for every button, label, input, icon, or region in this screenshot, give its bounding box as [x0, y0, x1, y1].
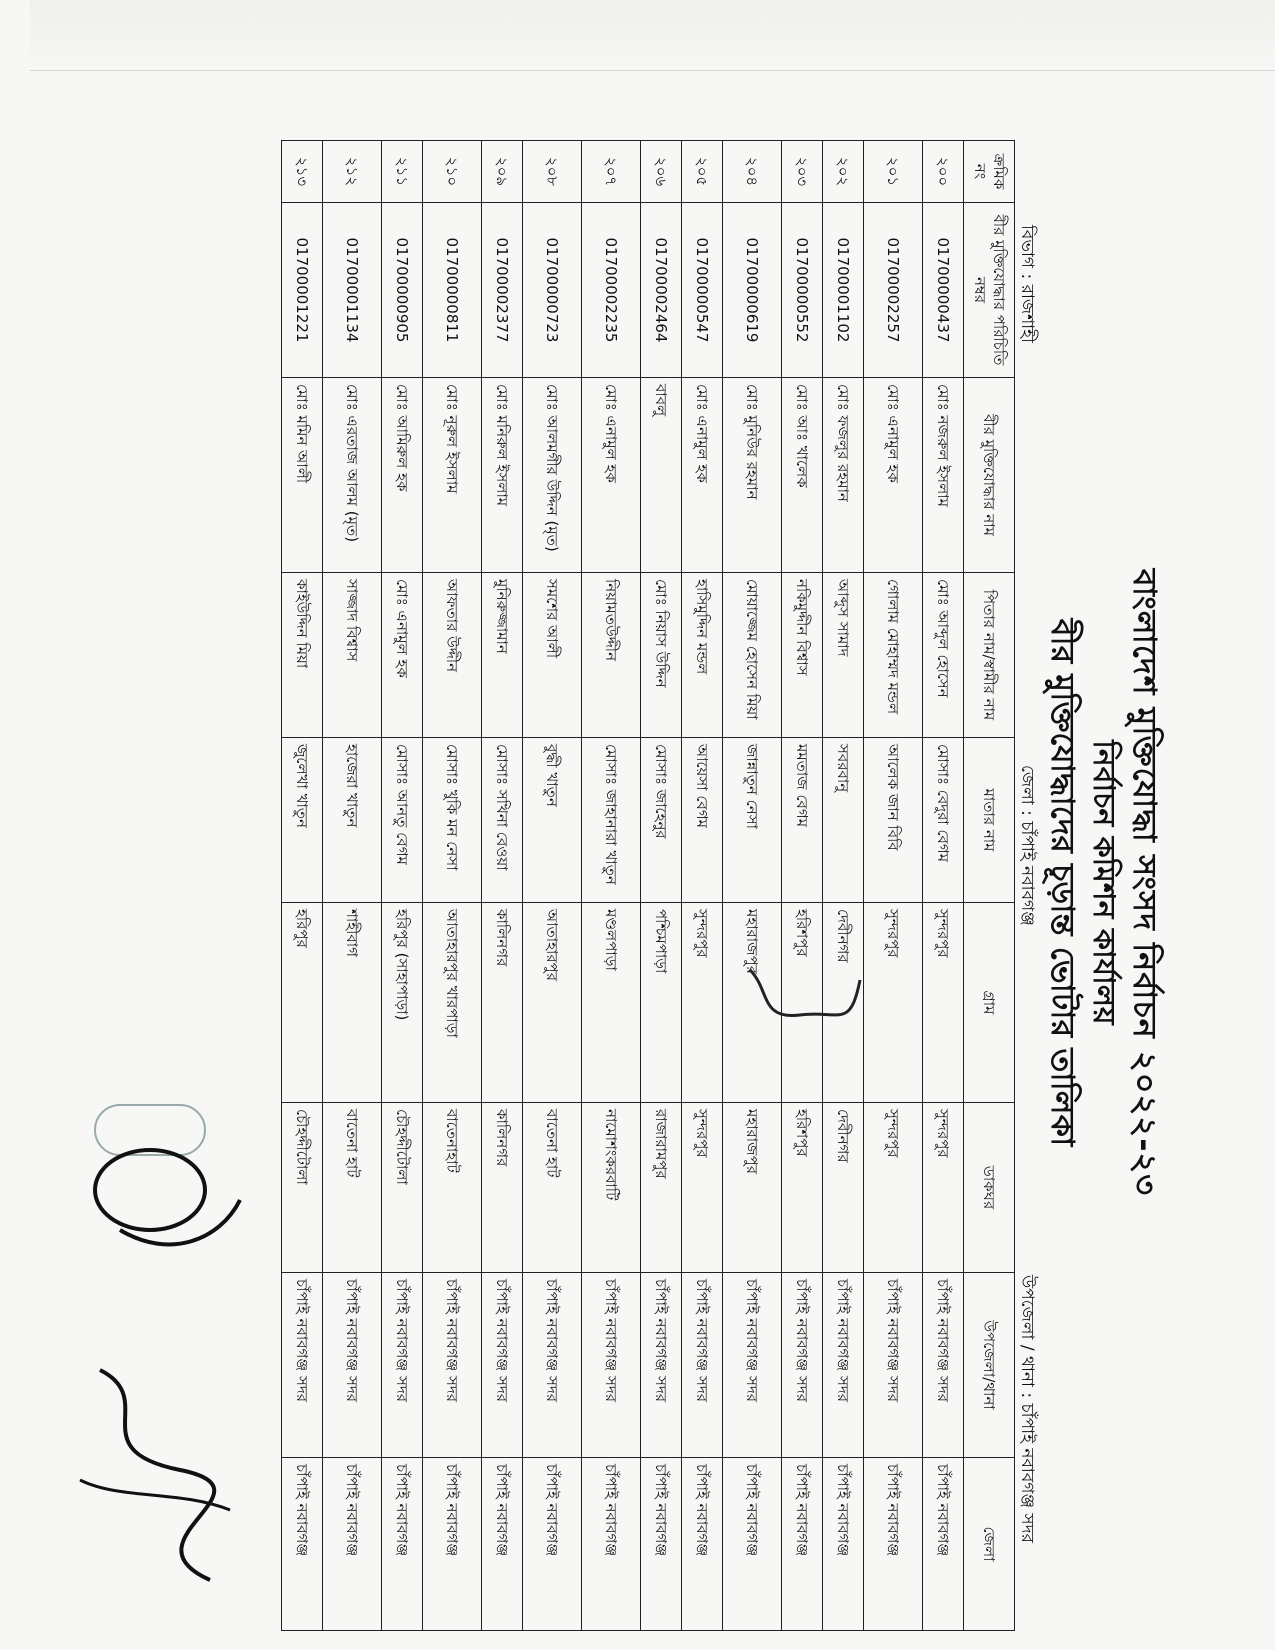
col-name: বীর মুক্তিযোদ্ধার নাম [964, 378, 1015, 573]
cell-name: মোঃ মুনিউর রহমান [723, 378, 782, 573]
cell-post: দেবীনগর [823, 1103, 864, 1273]
cell-id: 01700000437 [923, 203, 964, 378]
cell-village: হরিপুর (সাহাপাড়া) [382, 903, 423, 1103]
cell-village: শাহীবাগ [323, 903, 382, 1103]
signature-2 [80, 1140, 250, 1270]
cell-father: গোলাম মোহাম্মদ মন্ডল [864, 573, 923, 738]
cell-name: মোঃ নূরুল ইসলাম [423, 378, 482, 573]
cell-village: আতাহারপুর খারপাড়া [423, 903, 482, 1103]
cell-father: মোয়াজ্জেম হোসেন মিয়া [723, 573, 782, 738]
cell-post: রাজারামপুর [641, 1103, 682, 1273]
cell-name: মোঃ আঃ খালেক [782, 378, 823, 573]
col-village: গ্রাম [964, 903, 1015, 1103]
cell-id: 01700001134 [323, 203, 382, 378]
cell-name: মোঃ ফজলুর রহমান [823, 378, 864, 573]
cell-mother: মমতাজ বেগম [782, 738, 823, 903]
cell-id: 01700000723 [523, 203, 582, 378]
cell-id: 01700002464 [641, 203, 682, 378]
cell-id: 01700002235 [582, 203, 641, 378]
cell-id: 01700000811 [423, 203, 482, 378]
cell-name: মোঃ এরতাজ আলম (মৃত) [323, 378, 382, 573]
table-row [323, 141, 382, 1631]
cell-upazila: চাঁপাই নবাবগঞ্জ সদর [382, 1273, 423, 1458]
col-mother: মাতার নাম [964, 738, 1015, 903]
upazila-label: উপজেলা / থানা : চাঁপাই নবাবগঞ্জ সদর [1017, 1275, 1037, 1543]
division-label: বিভাগ : রাজশাহী [1017, 225, 1037, 343]
cell-district: চাঁপাই নবাবগঞ্জ [823, 1458, 864, 1631]
cell-upazila: চাঁপাই নবাবগঞ্জ সদর [582, 1273, 641, 1458]
cell-father: আব্দুস সামাদ [823, 573, 864, 738]
cell-mother: জুলেখা খাতুন [282, 738, 323, 903]
table-row [782, 141, 823, 1631]
cell-post: সুন্দরপুর [682, 1103, 723, 1273]
cell-id: 01700002377 [482, 203, 523, 378]
cell-serial: ২০৬ [641, 141, 682, 203]
cell-post: সুন্দরপুর [923, 1103, 964, 1273]
col-id: বীর মুক্তিযোদ্ধার পরিচিতি নম্বর [964, 203, 1015, 378]
cell-district: চাঁপাই নবাবগঞ্জ [682, 1458, 723, 1631]
cell-father: মোঃ এনামুল হক [382, 573, 423, 738]
cell-father: আফতার উদ্দীন [423, 573, 482, 738]
cell-mother: হাজেরা খাতুন [323, 738, 382, 903]
cell-district: চাঁপাই নবাবগঞ্জ [923, 1458, 964, 1631]
col-upazila: উপজেলা/থানা [964, 1273, 1015, 1458]
cell-upazila: চাঁপাই নবাবগঞ্জ সদর [282, 1273, 323, 1458]
cell-id: 01700000552 [782, 203, 823, 378]
cell-name: মোঃ আমিরুল হক [382, 378, 423, 573]
cell-mother: জান্নাতুন নেসা [723, 738, 782, 903]
table-row [864, 141, 923, 1631]
cell-father: নকিমুদ্দীন বিশ্বাস [782, 573, 823, 738]
cell-district: চাঁপাই নবাবগঞ্জ [523, 1458, 582, 1631]
cell-name: মোঃ মনিরুল ইসলাম [482, 378, 523, 573]
cell-mother: আলেক জান বিবি [864, 738, 923, 903]
cell-district: চাঁপাই নবাবগঞ্জ [782, 1458, 823, 1631]
cell-serial: ২১০ [423, 141, 482, 203]
office-name: নির্বাচন কমিশন কার্যালয় [1086, 740, 1121, 1025]
cell-post: সুন্দরপুর [864, 1103, 923, 1273]
cell-upazila: চাঁপাই নবাবগঞ্জ সদর [864, 1273, 923, 1458]
cell-village: পশ্চিমপাড়া [641, 903, 682, 1103]
cell-district: চাঁপাই নবাবগঞ্জ [864, 1458, 923, 1631]
cell-serial: ২০৫ [682, 141, 723, 203]
cell-serial: ২০৩ [782, 141, 823, 203]
document-title: বাংলাদেশ মুক্তিযোদ্ধা সংসদ নির্বাচন ২০২২-২৩ [1126, 568, 1164, 1197]
table-row [723, 141, 782, 1631]
table-row [641, 141, 682, 1631]
col-district: জেলা [964, 1458, 1015, 1631]
cell-father: নিয়ামতউদ্দীন [582, 573, 641, 738]
cell-post: চৌহদ্দীটোলা [282, 1103, 323, 1273]
district-label: জেলা : চাঁপাই নবাবগঞ্জ [1017, 765, 1037, 926]
cell-serial: ২০৯ [482, 141, 523, 203]
cell-village: সুন্দরপুর [923, 903, 964, 1103]
cell-post: বাতেনা হাট [523, 1103, 582, 1273]
cell-upazila: চাঁপাই নবাবগঞ্জ সদর [723, 1273, 782, 1458]
col-serial: ক্রমিক নং [964, 141, 1015, 203]
cell-district: চাঁপাই নবাবগঞ্জ [323, 1458, 382, 1631]
cell-id: 01700000619 [723, 203, 782, 378]
table-row [923, 141, 964, 1631]
cell-serial: ২১২ [323, 141, 382, 203]
cell-father: মোঃ আব্দুল হোসেন [923, 573, 964, 738]
cell-village: কালিনগর [482, 903, 523, 1103]
cell-upazila: চাঁপাই নবাবগঞ্জ সদর [323, 1273, 382, 1458]
cell-mother: মোসাঃ বেদুরা বেগম [923, 738, 964, 903]
cell-district: চাঁপাই নবাবগঞ্জ [423, 1458, 482, 1631]
cell-post: কালিনগর [482, 1103, 523, 1273]
cell-village: মহারাজপুর [723, 903, 782, 1103]
table-row [282, 141, 323, 1631]
cell-serial: ২০১ [864, 141, 923, 203]
cell-serial: ২১১ [382, 141, 423, 203]
cell-mother: মোসাঃ জাহানারা খাতুন [582, 738, 641, 903]
cell-name: মোঃ মমিন আলী [282, 378, 323, 573]
cell-village: আতাহারপুর [523, 903, 582, 1103]
cell-serial: ২০৮ [523, 141, 582, 203]
cell-mother: মোসাঃ খুকি মন নেসা [423, 738, 482, 903]
table-row [382, 141, 423, 1631]
cell-mother: মোসাঃ জাহেনুর [641, 738, 682, 903]
cell-name: মোঃ এনামুল হক [864, 378, 923, 573]
cell-village: সুন্দরপুর [864, 903, 923, 1103]
cell-father: হাসিমুদ্দিন মন্ডল [682, 573, 723, 738]
cell-name: মোঃ আলমগীর উদ্দিন (মৃত) [523, 378, 582, 573]
voter-table [281, 140, 1015, 1631]
cell-name: বাবলু [641, 378, 682, 573]
cell-father: মুনিরুজ্জামান [482, 573, 523, 738]
cell-district: চাঁপাই নবাবগঞ্জ [382, 1458, 423, 1631]
col-post: ডাকঘর [964, 1103, 1015, 1273]
col-father: পিতার নাম/স্বামীর নাম [964, 573, 1015, 738]
cell-name: মোঃ এনামুল হক [582, 378, 641, 573]
table-row [823, 141, 864, 1631]
cell-mother: বুদ্ধী খাতুন [523, 738, 582, 903]
cell-father: কাইউদ্দিন মিয়া [282, 573, 323, 738]
table-row [423, 141, 482, 1631]
cell-mother: সবরবানু [823, 738, 864, 903]
cell-upazila: চাঁপাই নবাবগঞ্জ সদর [782, 1273, 823, 1458]
cell-id: 01700000547 [682, 203, 723, 378]
cell-upazila: চাঁপাই নবাবগঞ্জ সদর [482, 1273, 523, 1458]
cell-post: চৌহদ্দীটোলা [382, 1103, 423, 1273]
cell-father: মোঃ নিয়াস উদ্দিন [641, 573, 682, 738]
cell-id: 01700001221 [282, 203, 323, 378]
cell-village: দেবীনগর [823, 903, 864, 1103]
cell-district: চাঁপাই নবাবগঞ্জ [723, 1458, 782, 1631]
cell-serial: ২০২ [823, 141, 864, 203]
cell-father: সমশের আলী [523, 573, 582, 738]
cell-upazila: চাঁপাই নবাবগঞ্জ সদর [641, 1273, 682, 1458]
table-header-row [964, 141, 1015, 1631]
cell-name: মোঃ নজরুল ইসলাম [923, 378, 964, 573]
cell-serial: ২০৭ [582, 141, 641, 203]
cell-id: 01700000905 [382, 203, 423, 378]
cell-upazila: চাঁপাই নবাবগঞ্জ সদর [823, 1273, 864, 1458]
cell-post: বাতেনা হাট [323, 1103, 382, 1273]
cell-district: চাঁপাই নবাবগঞ্জ [582, 1458, 641, 1631]
cell-post: মহারাজপুর [723, 1103, 782, 1273]
cell-upazila: চাঁপাই নবাবগঞ্জ সদর [423, 1273, 482, 1458]
cell-upazila: চাঁপাই নবাবগঞ্জ সদর [682, 1273, 723, 1458]
cell-post: বাতেনাহাট [423, 1103, 482, 1273]
cell-village: হরিশপুর [782, 903, 823, 1103]
rotated-content [150, 125, 1180, 1640]
cell-upazila: চাঁপাই নবাবগঞ্জ সদর [523, 1273, 582, 1458]
table-row [523, 141, 582, 1631]
cell-id: 01700002257 [864, 203, 923, 378]
table-row [682, 141, 723, 1631]
cell-district: চাঁপাই নবাবগঞ্জ [482, 1458, 523, 1631]
cell-father: সাজ্জাদ বিশ্বাস [323, 573, 382, 738]
table-row [582, 141, 641, 1631]
cell-serial: ২০০ [923, 141, 964, 203]
cell-mother: মোসাঃ আনতু বেগম [382, 738, 423, 903]
cell-id: 01700001102 [823, 203, 864, 378]
cell-village: হরিপুর [282, 903, 323, 1103]
cell-district: চাঁপাই নবাবগঞ্জ [282, 1458, 323, 1631]
cell-mother: আয়েসা বেগম [682, 738, 723, 903]
cell-post: হরিশপুর [782, 1103, 823, 1273]
cell-village: সুন্দরপুর [682, 903, 723, 1103]
table-row [482, 141, 523, 1631]
cell-post: নামোশংকরবাটি [582, 1103, 641, 1273]
list-title: বীর মুক্তিযোদ্ধাদের চূড়ান্ত ভোটার তালিকা [1044, 618, 1082, 1147]
cell-upazila: চাঁপাই নবাবগঞ্জ সদর [923, 1273, 964, 1458]
page-fold-shadow [30, 0, 1275, 71]
signature-1 [740, 960, 870, 1040]
signature-3 [60, 1360, 250, 1590]
cell-name: মোঃ এনামুল হক [682, 378, 723, 573]
cell-serial: ২০৪ [723, 141, 782, 203]
cell-serial: ২১৩ [282, 141, 323, 203]
cell-district: চাঁপাই নবাবগঞ্জ [641, 1458, 682, 1631]
cell-mother: মোসাঃ সখিনা বেওয়া [482, 738, 523, 903]
cell-village: মণ্ডলপাড়া [582, 903, 641, 1103]
